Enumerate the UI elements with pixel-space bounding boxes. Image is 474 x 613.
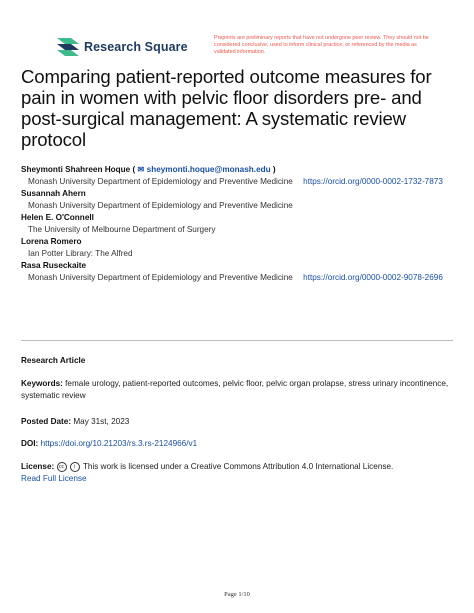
creative-commons-icon: cc <box>57 462 67 472</box>
author-name: Helen E. O'Connell <box>21 213 94 222</box>
doi-link[interactable]: https://doi.org/10.21203/rs.3.rs-2124966/v1 <box>40 439 198 448</box>
orcid-link[interactable]: https://orcid.org/0000-0002-9078-2696 <box>303 273 443 282</box>
author-entry <box>21 212 461 236</box>
author-affiliation: Monash University Department of Epidemiology and Preventive Medicine <box>28 177 293 186</box>
posted-date-label: Posted Date: <box>21 417 72 426</box>
author-entry <box>21 260 461 284</box>
doi <box>21 438 461 450</box>
author-affiliation: Ian Potter Library: The Alfred <box>28 249 133 258</box>
author-name: Susannah Ahern <box>21 189 86 198</box>
author-entry: Sheymonti Shahreen Hoque ( ✉ sheymonti.hoque@monash.edu ) Monash University Department of Epidemiology and Preventive Medicine https://orcid.org/0000-0002-1732-7873 <box>21 165 443 186</box>
author-entry <box>21 188 461 212</box>
author-list <box>21 164 461 284</box>
keywords-value: female urology, patient-reported outcomes, pelvic floor, pelvic organ prolapse, stress urinary incontinence, systematic review <box>21 379 449 400</box>
paper-title: Comparing patient-reported outcome measures for pain in women with pelvic floor disorders pre- and post-surgical management: A systematic review protocol <box>21 66 432 150</box>
read-full-license-link[interactable]: Read Full License <box>21 474 87 483</box>
license <box>21 461 461 485</box>
author-affiliation: Monash University Department of Epidemiology and Preventive Medicine <box>28 273 293 282</box>
research-square-logo[interactable] <box>57 38 188 56</box>
posted-date <box>21 416 461 428</box>
logo-text: Research Square <box>84 40 188 54</box>
orcid-link[interactable]: https://orcid.org/0000-0002-1732-7873 <box>303 177 443 186</box>
license-label: License: <box>21 462 55 471</box>
mail-icon: ✉ <box>137 165 145 174</box>
doi-label: DOI: <box>21 439 39 448</box>
page-number: Page 1/10 <box>224 591 250 598</box>
license-text: This work is licensed under a Creative Commons Attribution 4.0 International License. <box>82 462 394 471</box>
article-type: Research Article <box>21 356 86 365</box>
author-affiliation: The University of Melbourne Department of Surgery <box>28 225 216 234</box>
author-entry <box>21 236 461 260</box>
author-name: Rasa Ruseckaite <box>21 261 87 270</box>
author-email-link[interactable]: sheymonti.hoque@monash.edu <box>146 165 271 174</box>
author-name: Lorena Romero <box>21 237 82 246</box>
author-affiliation: Monash University Department of Epidemiology and Preventive Medicine <box>28 201 293 210</box>
posted-date-value: May 31st, 2023 <box>73 417 130 426</box>
preprint-disclaimer: Preprints are preliminary reports that have not undergone peer review. They should not be considered conclusive, used to inform clinical practice, or referenced by the media as validated information. <box>214 35 429 55</box>
keywords-label: Keywords: <box>21 379 63 388</box>
page-header <box>0 0 474 62</box>
keywords <box>21 378 461 402</box>
attribution-icon: i <box>70 462 80 472</box>
author-name: Sheymonti Shahreen Hoque <box>21 165 131 174</box>
divider <box>21 340 453 341</box>
research-square-logo-icon <box>57 38 79 56</box>
